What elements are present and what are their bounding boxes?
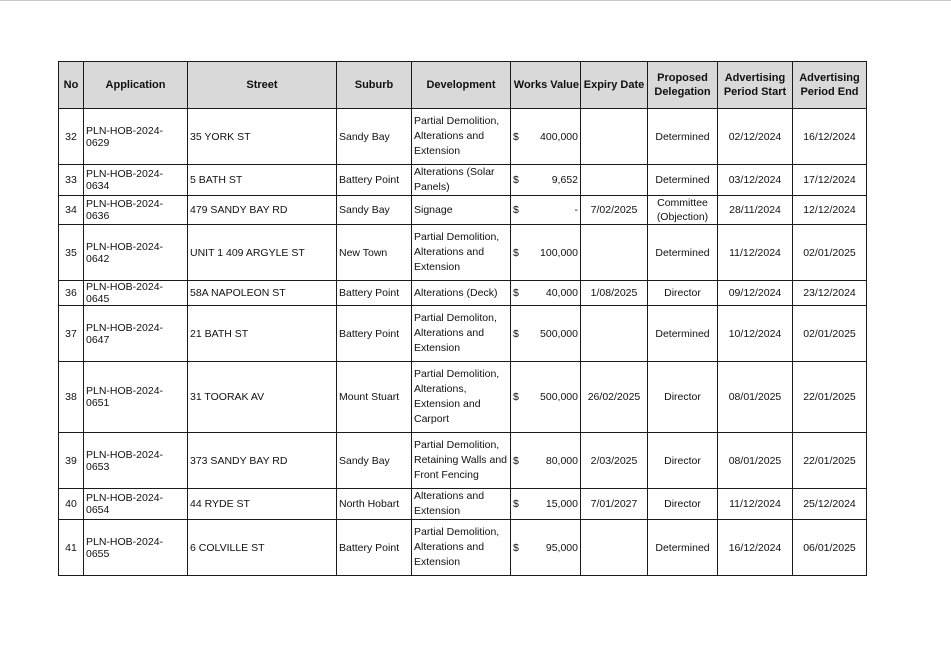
currency-symbol: $ — [513, 454, 519, 467]
currency-symbol: $ — [513, 391, 519, 403]
cell-advertising-end: 12/12/2024 — [793, 196, 867, 225]
cell-development: Partial Demolition, Alterations and Extension — [412, 109, 511, 165]
currency-symbol: $ — [513, 327, 519, 340]
works-value-amount: 500,000 — [540, 391, 578, 403]
works-value-amount: 100,000 — [540, 246, 578, 259]
cell-development: Alterations (Deck) — [412, 281, 511, 306]
cell-application: PLN-HOB-2024-0642 — [84, 225, 188, 281]
cell-street: 21 BATH ST — [188, 306, 337, 362]
cell-proposed-delegation: Director — [648, 489, 718, 520]
cell-development: Partial Demolition, Alterations and Extension — [412, 225, 511, 281]
cell-suburb: Sandy Bay — [337, 196, 412, 225]
cell-works-value — [511, 165, 581, 196]
table-row — [59, 281, 867, 306]
table-row — [59, 362, 867, 433]
currency-symbol: $ — [513, 130, 519, 143]
cell-advertising-end: 06/01/2025 — [793, 520, 867, 576]
cell-application: PLN-HOB-2024-0634 — [84, 165, 188, 196]
cell-application: PLN-HOB-2024-0655 — [84, 520, 188, 576]
header-expiry-date: Expiry Date — [581, 62, 648, 109]
cell-expiry-date — [581, 109, 648, 165]
cell-expiry-date: 1/08/2025 — [581, 281, 648, 306]
cell-proposed-delegation: Committee (Objection) — [648, 196, 718, 225]
table-header-row — [59, 62, 867, 109]
cell-proposed-delegation: Director — [648, 362, 718, 433]
cell-advertising-end: 02/01/2025 — [793, 225, 867, 281]
cell-suburb: Sandy Bay — [337, 109, 412, 165]
works-value-amount: 40,000 — [545, 287, 578, 299]
cell-advertising-end: 02/01/2025 — [793, 306, 867, 362]
header-proposed-delegation: Proposed Delegation — [648, 62, 718, 109]
cell-proposed-delegation: Director — [648, 433, 718, 489]
cell-expiry-date: 7/02/2025 — [581, 196, 648, 225]
cell-advertising-start: 08/01/2025 — [718, 362, 793, 433]
cell-works-value — [511, 109, 581, 165]
cell-proposed-delegation: Determined — [648, 165, 718, 196]
page-top-border — [0, 0, 951, 1]
cell-no: 41 — [59, 520, 84, 576]
currency-symbol: $ — [513, 541, 519, 554]
cell-street: 5 BATH ST — [188, 165, 337, 196]
cell-application: PLN-HOB-2024-0629 — [84, 109, 188, 165]
cell-application: PLN-HOB-2024-0651 — [84, 362, 188, 433]
cell-advertising-start: 02/12/2024 — [718, 109, 793, 165]
works-value-amount: 9,652 — [551, 174, 578, 186]
table-row — [59, 109, 867, 165]
cell-proposed-delegation: Determined — [648, 306, 718, 362]
applications-table — [58, 61, 867, 576]
cell-development: Partial Demolition, Alterations, Extension and Carport — [412, 362, 511, 433]
cell-expiry-date — [581, 520, 648, 576]
cell-works-value — [511, 362, 581, 433]
cell-development: Alterations (Solar Panels) — [412, 165, 511, 196]
table-row — [59, 225, 867, 281]
works-value-amount: 95,000 — [545, 541, 578, 554]
cell-suburb: Sandy Bay — [337, 433, 412, 489]
header-suburb: Suburb — [337, 62, 412, 109]
cell-advertising-start: 09/12/2024 — [718, 281, 793, 306]
currency-symbol: $ — [513, 498, 519, 510]
header-advertising-period-start: Advertising Period Start — [718, 62, 793, 109]
cell-development: Alterations and Extension — [412, 489, 511, 520]
cell-advertising-end: 16/12/2024 — [793, 109, 867, 165]
cell-suburb: New Town — [337, 225, 412, 281]
cell-works-value — [511, 225, 581, 281]
cell-advertising-end: 22/01/2025 — [793, 362, 867, 433]
cell-works-value — [511, 196, 581, 225]
header-works-value: Works Value — [511, 62, 581, 109]
cell-proposed-delegation: Determined — [648, 109, 718, 165]
cell-application: PLN-HOB-2024-0654 — [84, 489, 188, 520]
cell-no: 35 — [59, 225, 84, 281]
cell-advertising-start: 08/01/2025 — [718, 433, 793, 489]
cell-advertising-end: 17/12/2024 — [793, 165, 867, 196]
works-value-amount: 80,000 — [545, 454, 578, 467]
cell-suburb: Battery Point — [337, 520, 412, 576]
cell-proposed-delegation: Director — [648, 281, 718, 306]
header-advertising-period-end: Advertising Period End — [793, 62, 867, 109]
cell-application: PLN-HOB-2024-0636 — [84, 196, 188, 225]
cell-works-value — [511, 489, 581, 520]
cell-proposed-delegation: Determined — [648, 225, 718, 281]
cell-street: 35 YORK ST — [188, 109, 337, 165]
cell-works-value — [511, 281, 581, 306]
table-row — [59, 433, 867, 489]
cell-no: 38 — [59, 362, 84, 433]
cell-street: 44 RYDE ST — [188, 489, 337, 520]
cell-advertising-start: 11/12/2024 — [718, 225, 793, 281]
cell-street: 479 SANDY BAY RD — [188, 196, 337, 225]
cell-advertising-start: 11/12/2024 — [718, 489, 793, 520]
cell-no: 34 — [59, 196, 84, 225]
cell-works-value — [511, 306, 581, 362]
works-value-amount: 500,000 — [540, 327, 578, 340]
cell-application: PLN-HOB-2024-0647 — [84, 306, 188, 362]
cell-street: 6 COLVILLE ST — [188, 520, 337, 576]
currency-symbol: $ — [513, 174, 519, 186]
cell-suburb: Battery Point — [337, 281, 412, 306]
table-row — [59, 165, 867, 196]
cell-advertising-start: 16/12/2024 — [718, 520, 793, 576]
table-row — [59, 520, 867, 576]
cell-no: 36 — [59, 281, 84, 306]
cell-development: Signage — [412, 196, 511, 225]
cell-advertising-end: 25/12/2024 — [793, 489, 867, 520]
cell-works-value — [511, 433, 581, 489]
currency-symbol: $ — [513, 287, 519, 299]
cell-expiry-date: 2/03/2025 — [581, 433, 648, 489]
cell-expiry-date — [581, 225, 648, 281]
cell-advertising-start: 03/12/2024 — [718, 165, 793, 196]
cell-advertising-end: 23/12/2024 — [793, 281, 867, 306]
currency-symbol: $ — [513, 204, 519, 216]
table-row — [59, 196, 867, 225]
cell-street: 373 SANDY BAY RD — [188, 433, 337, 489]
cell-suburb: Mount Stuart — [337, 362, 412, 433]
works-value-amount: - — [574, 204, 578, 216]
cell-expiry-date — [581, 165, 648, 196]
header-no: No — [59, 62, 84, 109]
cell-proposed-delegation: Determined — [648, 520, 718, 576]
cell-advertising-start: 28/11/2024 — [718, 196, 793, 225]
header-street: Street — [188, 62, 337, 109]
works-value-amount: 400,000 — [540, 130, 578, 143]
works-value-amount: 15,000 — [545, 498, 578, 510]
cell-development: Partial Demolition, Alterations and Extension — [412, 520, 511, 576]
cell-development: Partial Demoliton, Alterations and Extension — [412, 306, 511, 362]
cell-no: 32 — [59, 109, 84, 165]
cell-no: 39 — [59, 433, 84, 489]
cell-expiry-date: 26/02/2025 — [581, 362, 648, 433]
header-development: Development — [412, 62, 511, 109]
cell-no: 40 — [59, 489, 84, 520]
cell-development: Partial Demolition, Retaining Walls and Front Fencing — [412, 433, 511, 489]
cell-street: UNIT 1 409 ARGYLE ST — [188, 225, 337, 281]
cell-expiry-date: 7/01/2027 — [581, 489, 648, 520]
cell-suburb: North Hobart — [337, 489, 412, 520]
cell-advertising-end: 22/01/2025 — [793, 433, 867, 489]
table-row — [59, 306, 867, 362]
table-row — [59, 489, 867, 520]
cell-street: 58A NAPOLEON ST — [188, 281, 337, 306]
cell-application: PLN-HOB-2024-0653 — [84, 433, 188, 489]
currency-symbol: $ — [513, 246, 519, 259]
cell-works-value — [511, 520, 581, 576]
cell-suburb: Battery Point — [337, 165, 412, 196]
cell-suburb: Battery Point — [337, 306, 412, 362]
cell-advertising-start: 10/12/2024 — [718, 306, 793, 362]
cell-application: PLN-HOB-2024-0645 — [84, 281, 188, 306]
header-application: Application — [84, 62, 188, 109]
cell-expiry-date — [581, 306, 648, 362]
cell-no: 37 — [59, 306, 84, 362]
cell-street: 31 TOORAK AV — [188, 362, 337, 433]
cell-no: 33 — [59, 165, 84, 196]
